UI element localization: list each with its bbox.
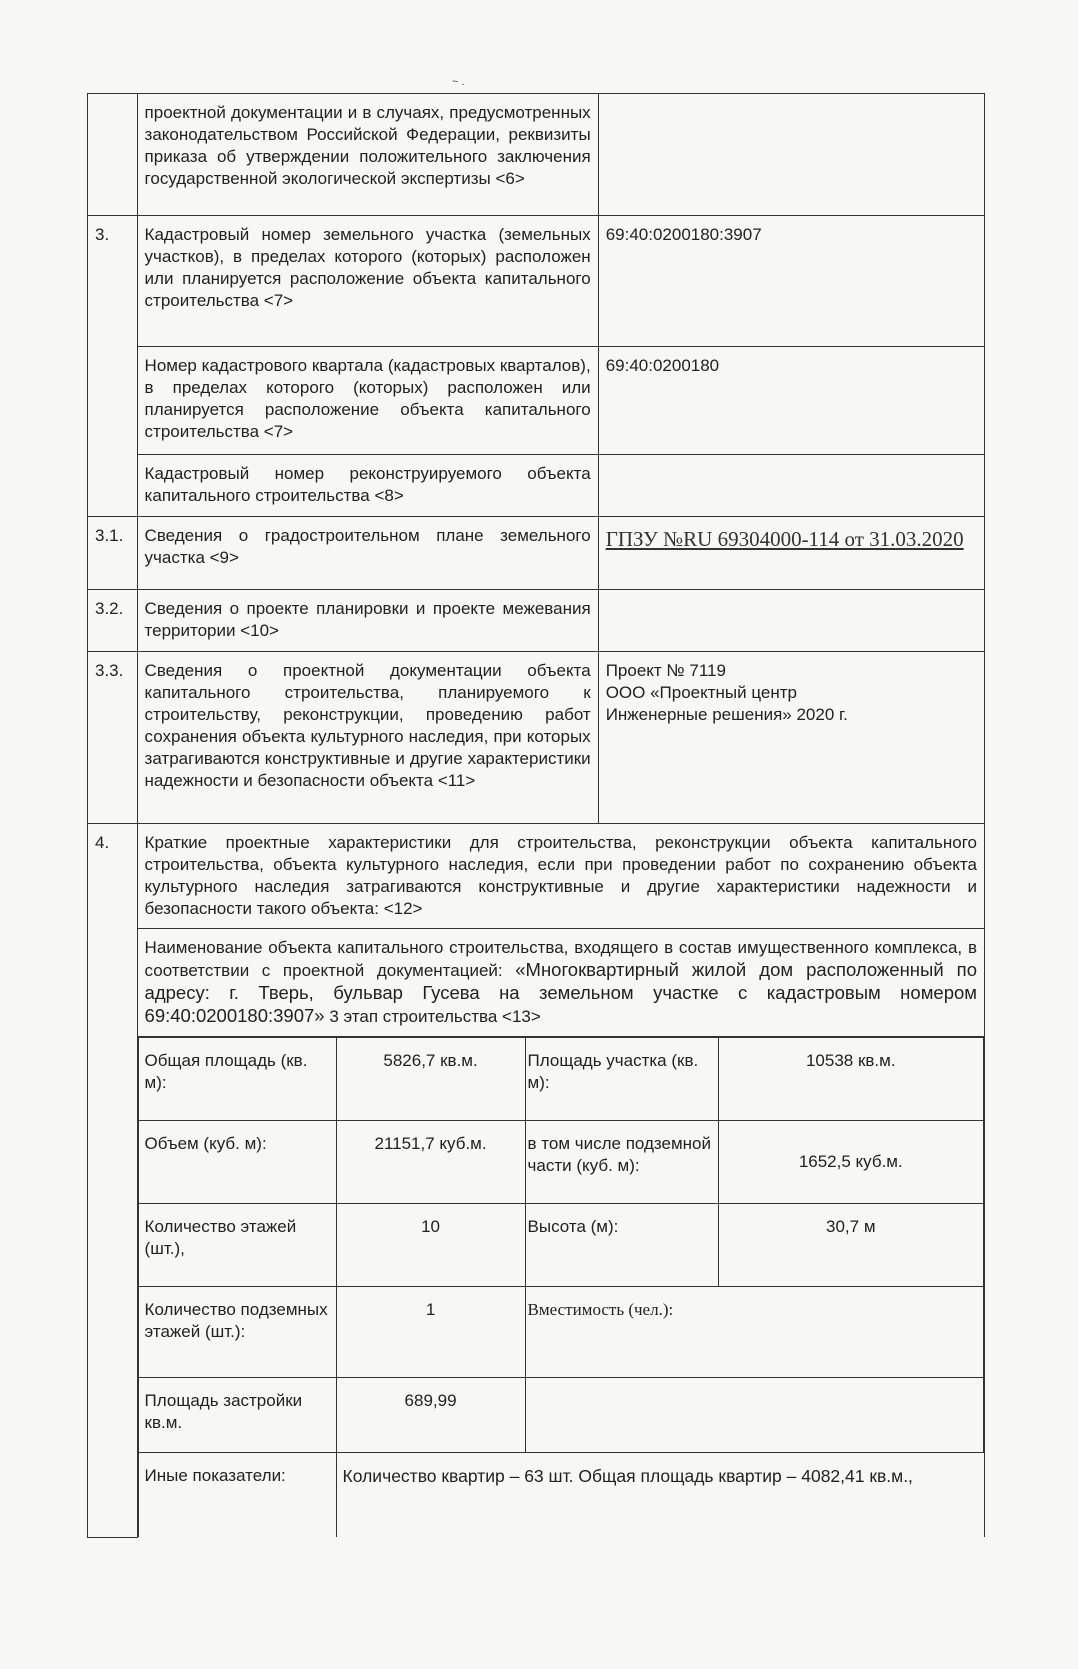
project-company-name-year: Инженерные решения» 2020 г. bbox=[605, 705, 848, 724]
param-label: Количество этажей (шт.), bbox=[138, 1204, 336, 1287]
table-row bbox=[88, 455, 985, 517]
characteristics-header: Краткие проектные характеристики для строительства, реконструкции объекта капитального строительства, объекта культурного наследия, если при проведении работ по сохранению объекта культурного наследия затрагиваются конструктивные и другие характеристики надежности и безопасности такого объекта: <12> bbox=[137, 824, 984, 929]
param-label: Вместимость (чел.): bbox=[525, 1287, 983, 1378]
param-row bbox=[138, 1453, 983, 1538]
param-value: 10538 кв.м. bbox=[718, 1038, 983, 1121]
param-value: 30,7 м bbox=[718, 1204, 983, 1287]
other-indicators-label: Иные показатели: bbox=[138, 1453, 336, 1538]
row-number: 3.3. bbox=[88, 652, 138, 824]
other-indicators-value: Количество квартир – 63 шт. Общая площадь квартир – 4082,41 кв.м., bbox=[336, 1453, 983, 1538]
param-label: Высота (м): bbox=[525, 1204, 718, 1287]
param-row bbox=[138, 1378, 983, 1453]
param-value: 689,99 bbox=[336, 1378, 525, 1453]
row-number: 3.1. bbox=[88, 517, 138, 590]
param-row bbox=[138, 1204, 983, 1287]
project-docs-label: Сведения о проектной документации объекта капитального строительства, планируемого к строительству, реконструкции, проведению работ сохранения объекта культурного наследия, при которых затрагиваются конструктивные и другие характеристики надежности и безопасности объекта <11> bbox=[137, 652, 598, 824]
param-label: в том числе подземной части (куб. м): bbox=[525, 1121, 718, 1204]
cadastral-quarter-value: 69:40:0200180 bbox=[598, 347, 984, 455]
intro-description: проектной документации и в случаях, предусмотренных законодательством Российской Федерации, реквизиты приказа об утверждении положительного заключения государственной экологической экспертизы <6> bbox=[137, 94, 598, 216]
param-label: Количество подземных этажей (шт.): bbox=[138, 1287, 336, 1378]
param-value: 21151,7 куб.м. bbox=[336, 1121, 525, 1204]
table-row bbox=[88, 824, 985, 929]
table-row bbox=[88, 590, 985, 652]
table-row bbox=[88, 652, 985, 824]
param-value: 1652,5 куб.м. bbox=[718, 1121, 983, 1204]
param-value: 5826,7 кв.м. bbox=[336, 1038, 525, 1121]
table-row bbox=[88, 517, 985, 590]
parameters-table bbox=[138, 1037, 984, 1537]
row-number: 3.2. bbox=[88, 590, 138, 652]
planning-project-label: Сведения о проекте планировки и проекте межевания территории <10> bbox=[137, 590, 598, 652]
param-row bbox=[138, 1038, 983, 1121]
param-row bbox=[138, 1287, 983, 1378]
table-row bbox=[88, 94, 985, 216]
row-number: 3. bbox=[88, 216, 138, 517]
planning-project-value bbox=[598, 590, 984, 652]
param-label: Общая площадь (кв. м): bbox=[138, 1038, 336, 1121]
cadastral-number-value: 69:40:0200180:3907 bbox=[598, 216, 984, 347]
gpzu-label: Сведения о градостроительном плане земельного участка <9> bbox=[137, 517, 598, 590]
reconstructed-object-label: Кадастровый номер реконструируемого объекта капитального строительства <8> bbox=[137, 455, 598, 517]
project-number: Проект № 7119 bbox=[605, 661, 726, 680]
table-row bbox=[88, 216, 985, 347]
permit-table bbox=[87, 93, 985, 1538]
param-row bbox=[138, 1121, 983, 1204]
param-label: Площадь участка (кв. м): bbox=[525, 1038, 718, 1121]
table-row bbox=[88, 929, 985, 1037]
page-mark: ~ . bbox=[452, 76, 465, 88]
object-name: Наименование объекта капитального строительства, входящего в состав имущественного комплекса, в соответствии с проектной документацией: «Многоквартирный жилой дом расположенный по адресу: г. Тверь, бульвар Гусева на земельном участке с кадастровым номером 69:40:0200180:3907» 3 этап строительства <13> bbox=[137, 929, 984, 1037]
cadastral-number-label: Кадастровый номер земельного участка (земельных участков), в пределах которого (которых) расположен или планируется расположение объекта капитального строительства <7> bbox=[137, 216, 598, 347]
table-row bbox=[88, 347, 985, 455]
param-value: 10 bbox=[336, 1204, 525, 1287]
param-label: Объем (куб. м): bbox=[138, 1121, 336, 1204]
reconstructed-object-value bbox=[598, 455, 984, 517]
row-number: 4. bbox=[88, 824, 138, 1538]
param-label: Площадь застройки кв.м. bbox=[138, 1378, 336, 1453]
param-value: 1 bbox=[336, 1287, 525, 1378]
cadastral-quarter-label: Номер кадастрового квартала (кадастровых кварталов), в пределах которого (которых) расположен или планируется расположение объекта капитального строительства <7> bbox=[137, 347, 598, 455]
table-row bbox=[88, 1037, 985, 1538]
project-company: ООО «Проектный центр bbox=[605, 683, 797, 702]
gpzu-value: ГПЗУ №RU 69304000-114 от 31.03.2020 bbox=[605, 527, 964, 551]
